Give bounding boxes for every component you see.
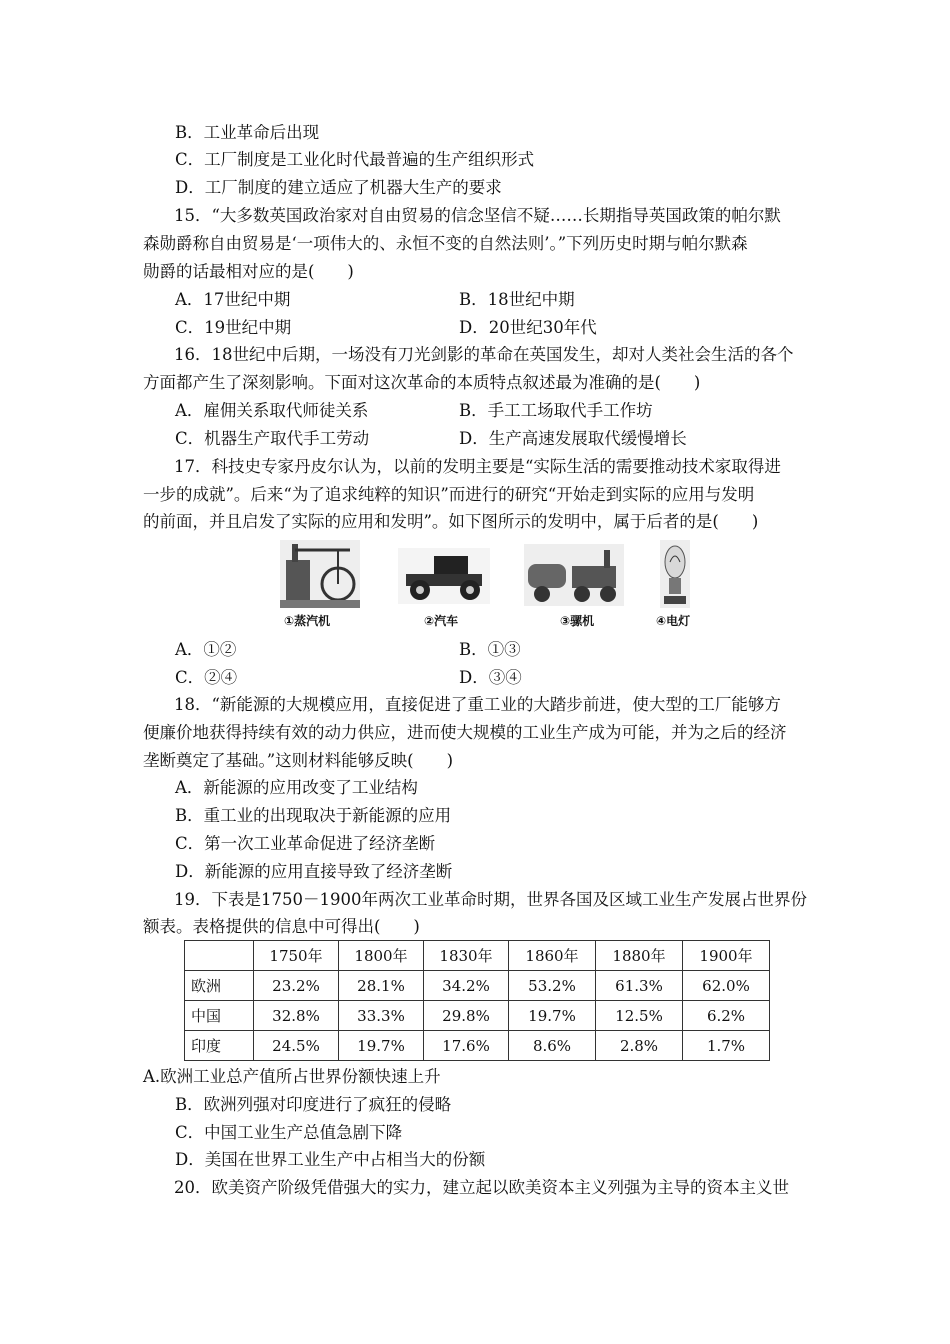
q15-option-a: A．17世纪中期 (175, 290, 291, 309)
table-cell: 8.6% (509, 1031, 596, 1061)
table-cell: 23.2% (254, 971, 339, 1001)
table-cell: 印度 (185, 1031, 254, 1061)
table-header-cell: 1900年 (683, 941, 770, 971)
q17-stem-line: 一步的成就”。后来“为了追求纯粹的知识”而进行的研究“开始走到实际的应用与发明 (143, 485, 755, 504)
figure-caption: ①蒸汽机 (284, 614, 331, 628)
q16-stem-line: 16．18世纪中后期，一场没有刀光剑影的革命在英国发生，却对人类社会生活的各个 (174, 345, 794, 364)
table-cell: 12.5% (596, 1001, 683, 1031)
q18-stem-line: 18．“新能源的大规模应用，直接促进了重工业的大踏步前进，使大型的工厂能够方 (174, 695, 781, 714)
table-cell: 32.8% (254, 1001, 339, 1031)
table-cell: 19.7% (339, 1031, 424, 1061)
table-header-cell: 1880年 (596, 941, 683, 971)
table-header-cell: 1860年 (509, 941, 596, 971)
q18-option-a: A．新能源的应用改变了工业结构 (175, 778, 418, 797)
q15-option-c: C．19世纪中期 (175, 318, 292, 337)
table-cell: 17.6% (424, 1031, 509, 1061)
steam-engine-image (280, 540, 360, 608)
figure-caption: ②汽车 (424, 614, 459, 628)
table-header-cell: 1750年 (254, 941, 339, 971)
q20-stem-line: 20．欧美资产阶级凭借强大的实力，建立起以欧美资本主义列强为主导的资本主义世 (174, 1178, 789, 1197)
q16-stem-line: 方面都产生了深刻影响。下面对这次革命的本质特点叙述最为准确的是( ) (143, 373, 701, 392)
q15-option-d: D．20世纪30年代 (459, 318, 597, 337)
q17-option-a: A．①② (175, 640, 237, 659)
table-cell: 2.8% (596, 1031, 683, 1061)
q17-stem-line: 17．科技史专家丹皮尔认为，以前的发明主要是“实际生活的需要推动技术家取得进 (174, 457, 781, 476)
industrial-share-table (184, 940, 770, 1061)
light-bulb-image (660, 540, 690, 608)
q19-option-d: D．美国在世界工业生产中占相当大的份额 (175, 1150, 486, 1169)
q19-stem-line: 19．下表是1750－1900年两次工业革命时期，世界各国及区域工业生产发展占世界份 (174, 890, 807, 909)
table-header-cell: 1800年 (339, 941, 424, 971)
table-cell: 34.2% (424, 971, 509, 1001)
invention-figures (280, 540, 720, 630)
q18-stem-line: 垄断奠定了基础。”这则材料能够反映( ) (143, 751, 454, 770)
q18-option-d: D．新能源的应用直接导致了经济垄断 (175, 862, 453, 881)
q15-stem-line: 勋爵的话最相对应的是( ) (143, 262, 354, 281)
table-cell: 61.3% (596, 971, 683, 1001)
table-cell: 24.5% (254, 1031, 339, 1061)
q16-option-b: B．手工工场取代手工作坊 (459, 401, 653, 420)
q17-option-c: C．②④ (175, 668, 238, 687)
q19-option-b: B．欧洲列强对印度进行了疯狂的侵略 (175, 1095, 452, 1114)
q19-option-c: C．中国工业生产总值急剧下降 (175, 1123, 403, 1142)
q16-option-d: D．生产高速发展取代缓慢增长 (459, 429, 687, 448)
table-header-cell (185, 941, 254, 971)
table-cell: 19.7% (509, 1001, 596, 1031)
table-row (185, 971, 770, 1001)
q16-option-c: C．机器生产取代手工劳动 (175, 429, 370, 448)
table-cell: 28.1% (339, 971, 424, 1001)
table-cell: 62.0% (683, 971, 770, 1001)
q15-option-b: B．18世纪中期 (459, 290, 575, 309)
q19-stem-line: 额表。表格提供的信息中可得出( ) (143, 917, 420, 936)
q15-stem-line: 森勋爵称自由贸易是‘一项伟大的、永恒不变的自然法则’。”下列历史时期与帕尔默森 (143, 234, 748, 253)
q14-option-d: D．工厂制度的建立适应了机器大生产的要求 (175, 178, 502, 197)
q19-option-a: A.欧洲工业总产值所占世界份额快速上升 (143, 1067, 441, 1086)
q17-option-d: D．③④ (459, 668, 522, 687)
table-cell: 53.2% (509, 971, 596, 1001)
q18-option-c: C．第一次工业革命促进了经济垄断 (175, 834, 436, 853)
q16-option-a: A．雇佣关系取代师徒关系 (175, 401, 369, 420)
q18-option-b: B．重工业的出现取决于新能源的应用 (175, 806, 452, 825)
table-cell: 6.2% (683, 1001, 770, 1031)
table-cell: 1.7% (683, 1031, 770, 1061)
table-cell: 33.3% (339, 1001, 424, 1031)
mule-machine-image (524, 544, 624, 606)
q14-option-b: B．工业革命后出现 (175, 123, 320, 142)
q17-option-b: B．①③ (459, 640, 521, 659)
table-header-row (185, 941, 770, 971)
table-cell: 29.8% (424, 1001, 509, 1031)
car-image (398, 548, 490, 604)
q15-stem-line: 15．“大多数英国政治家对自由贸易的信念坚信不疑……长期指导英国政策的帕尔默 (174, 206, 781, 225)
q14-option-c: C．工厂制度是工业化时代最普遍的生产组织形式 (175, 150, 535, 169)
figure-caption: ③骡机 (560, 614, 595, 628)
table-cell: 中国 (185, 1001, 254, 1031)
table-row (185, 1031, 770, 1061)
table-cell: 欧洲 (185, 971, 254, 1001)
q17-stem-line: 的前面，并且启发了实际的应用和发明”。如下图所示的发明中，属于后者的是( ) (143, 512, 759, 531)
table-header-cell: 1830年 (424, 941, 509, 971)
figure-caption: ④电灯 (656, 614, 691, 628)
q18-stem-line: 便廉价地获得持续有效的动力供应，进而使大规模的工业生产成为可能，并为之后的经济 (143, 723, 787, 742)
table-row (185, 1001, 770, 1031)
